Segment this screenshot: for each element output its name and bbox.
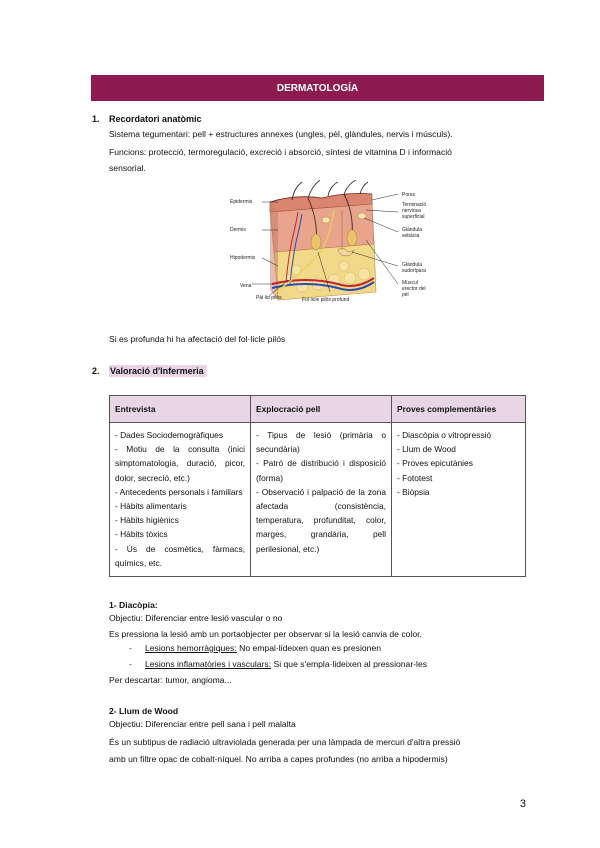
section-2-title: Valoració d'Infermeria xyxy=(109,365,207,377)
table-item: - Ús de cosmètics, fàrmacs, químics, etc. xyxy=(115,543,245,568)
table-item: - Biòpsia xyxy=(397,486,430,497)
table-header-exploracio: Explocració pell xyxy=(251,396,392,423)
section-1-line-1: Sistema tegumentari: pell + estructures annexes (ungles, pèl, glàndules, nervis i músculs). xyxy=(109,129,453,139)
table-header-entrevista: Entrevista xyxy=(110,396,251,423)
diascopia-objectiu: Objectiu: Diferenciar entre lesió vascular o no xyxy=(109,613,283,623)
figure-label-vena: Vena xyxy=(240,283,252,289)
table-item: - Antecedents personals i familiars xyxy=(115,486,243,497)
table-cell-entrevista xyxy=(110,423,251,577)
wood-title: 2- Llum de Wood xyxy=(109,706,179,716)
figure-label-pallid-pilos: Pàl·lid pilós xyxy=(256,295,282,301)
table-item: - Observació i palpació de la zona afectada (consistència, temperatura, profunditat, color, marges, grandària, pell perilesional, etc.) xyxy=(256,486,386,554)
table-item: - Motiu de la consulta (inici simptomatologia, duració, picor, dolor, secreció, etc.) xyxy=(115,444,245,483)
section-1-line-3: sensorial. xyxy=(109,163,146,173)
section-1-number: 1. xyxy=(92,114,100,124)
table-cell-proves xyxy=(392,423,526,577)
table-item: - Hàbits higiènics xyxy=(115,515,179,526)
bullet-dash: - xyxy=(129,643,132,653)
table-item: - Dades Sociodemogràfiques xyxy=(115,430,224,440)
section-2-title-wrap xyxy=(109,366,207,376)
skin-cross-section-illustration xyxy=(226,180,421,305)
page-number: 3 xyxy=(519,798,526,810)
figure-label-foliicle-profund: Fol·licle pilós profund xyxy=(302,297,350,303)
diascopia-descartar: Per descartar: tumor, angioma... xyxy=(109,675,232,685)
table-item: - Proves epicutànies xyxy=(397,458,473,469)
table-item: - Fototest xyxy=(397,472,433,483)
figure-label-porus: Porus xyxy=(402,192,416,198)
page-banner-title: DERMATOLOGÍA xyxy=(91,75,544,101)
figure-label-muscul-erector: Múscul erector del pèl xyxy=(402,280,426,298)
table-item: - Tipus de lesió (primària o secundària) xyxy=(256,430,386,455)
figure-label-terminacio-nerviosa: Terminació nerviosa superficial xyxy=(402,202,427,220)
table-item: - Llum de Wood xyxy=(397,444,456,455)
table-header-proves: Proves complementàries xyxy=(392,396,526,423)
diascopia-item-1-label: Lesions hemorràgiques: xyxy=(145,643,237,653)
skin-anatomy-figure xyxy=(226,180,427,305)
diascopia-item-2-text: Si que s'empla·lideixen al pressionar-les xyxy=(271,659,428,669)
diascopia-item-1-text: No empal·lideixen quan es presionen xyxy=(236,643,382,653)
table-item: - Hàbits tòxics xyxy=(115,529,168,540)
figure-label-epidermis: Epidermis xyxy=(230,199,253,205)
wood-line-1: És un subtipus de radiació ultraviolada generada per una làmpada de mercuri d'altra pressió xyxy=(109,737,461,747)
diascopia-item-2-label: Lesions inflamatòries i vasculars: xyxy=(145,659,272,669)
figure-label-dermis: Dermis xyxy=(230,227,246,233)
diascopia-item-2 xyxy=(145,659,427,669)
table-item: - Hàbits alimentaris xyxy=(115,501,187,512)
section-1-title: Recordatori anatòmic xyxy=(109,114,202,124)
diascopia-item-1 xyxy=(145,643,381,653)
wood-line-2: amb un filtre opac de cobalt-níquel. No arriba a capes profundes (no arriba a hipodermis) xyxy=(109,754,448,764)
figure-label-hipodermis: Hipodermis xyxy=(230,255,256,261)
table-item: - Patró de distribució i disposició (forma) xyxy=(256,458,386,483)
wood-objectiu: Objectiu: Diferenciar entre pell sana i pell malalta xyxy=(109,719,296,729)
diascopia-title: 1- Diacòpia: xyxy=(109,600,158,610)
section-2-number: 2. xyxy=(92,366,100,376)
section-1-line-2: Funcions: protecció, termoregulació, excreció i absorció, síntesi de vitamina D i informació xyxy=(109,147,452,157)
diascopia-desc: Es pressiona la lesió amb un portaobjecter per observar si la lesió canvia de color. xyxy=(109,629,422,639)
bullet-dash: - xyxy=(129,659,132,669)
table-item: - Diascòpia o vitropressió xyxy=(397,430,492,440)
valoracio-table xyxy=(109,395,526,577)
figure-label-glandula-sudoripara: Glàndula sudorípara xyxy=(402,262,426,274)
section-1-after-figure: Si es profunda hi ha afectació del fol·licle pilós xyxy=(109,334,286,344)
figure-label-glandula-sebacia: Glàndula sebàcia xyxy=(402,227,423,239)
table-cell-exploracio xyxy=(251,423,392,577)
